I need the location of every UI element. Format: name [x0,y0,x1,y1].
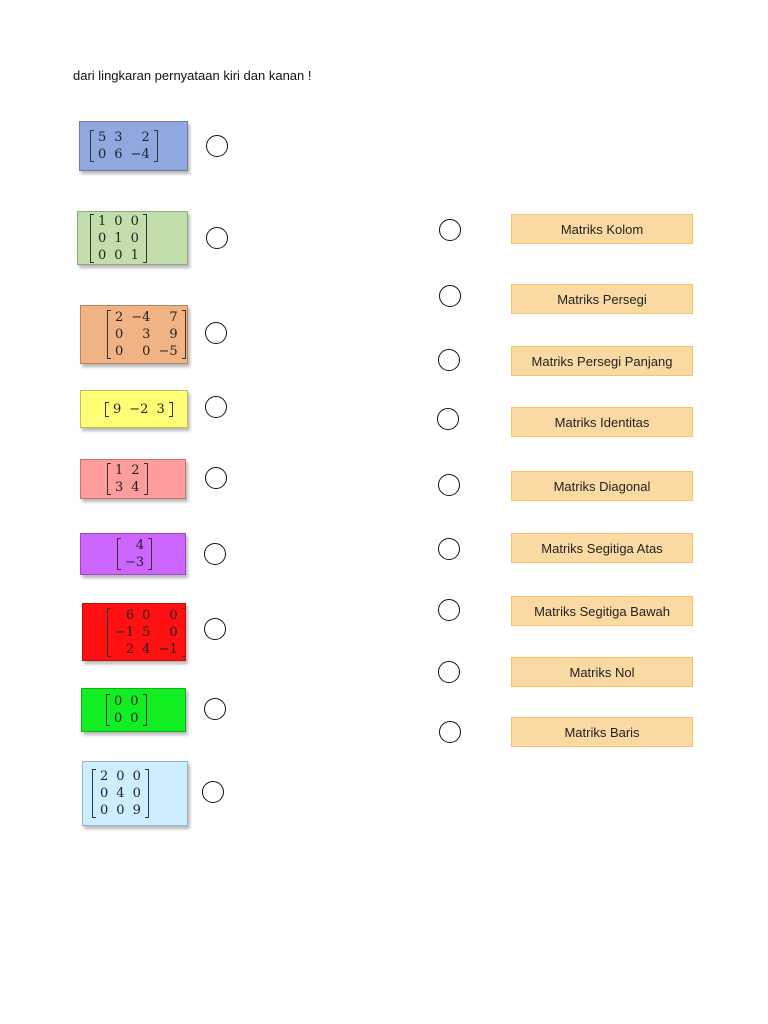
left-answer-circle-8[interactable] [204,698,226,720]
matrix-cell: 0 [116,769,125,784]
right-answer-circle-4[interactable] [437,408,459,430]
matrix-cell: 7 [169,310,178,325]
matrix-cell: 6 [125,607,135,623]
left-answer-circle-1[interactable] [206,135,228,157]
matrix-cell: 2 [115,310,124,325]
matrix [106,693,147,727]
matrix-cell: 0 [114,213,123,229]
matrix-card-2 [77,211,188,265]
right-answer-circle-2[interactable] [439,285,461,307]
matrix-card-4 [80,390,188,428]
matrix-cell: 5 [98,130,107,145]
matrix-cell: 0 [115,327,124,342]
matrix-cell: 0 [115,344,124,359]
matrix-cell: 0 [114,694,123,709]
matrix-card-1 [79,121,188,171]
matrix-cell: 3 [142,327,151,342]
matrix-card-9 [82,761,188,826]
matrix-type-label: Matriks Baris [511,717,693,747]
matrix-cell: 2 [131,463,140,478]
matrix-cell: 0 [98,147,107,162]
matrix-cell: 0 [114,247,123,263]
matrix-cell: 0 [132,769,141,784]
right-answer-circle-1[interactable] [439,219,461,241]
matrix-cell: 9 [132,803,141,818]
left-answer-circle-9[interactable] [202,781,224,803]
matrix-type-label: Matriks Persegi Panjang [511,346,693,376]
matrix-cell: −2 [129,401,149,417]
matrix-cell: 3 [156,401,165,417]
left-answer-circle-2[interactable] [206,227,228,249]
matrix-cell: 0 [142,344,151,359]
matrix-cell: 0 [130,230,139,246]
matrix-type-label: Matriks Nol [511,657,693,687]
matrix-cell: 5 [142,624,151,640]
matrix [107,607,186,658]
matrix-type-label: Matriks Kolom [511,214,693,244]
matrix-cell: −4 [131,310,151,325]
matrix-cell: −3 [125,555,145,570]
matrix [107,309,186,360]
matrix-cell: 3 [115,480,124,495]
right-answer-circle-9[interactable] [439,721,461,743]
matrix-cell: 6 [114,147,123,162]
left-answer-circle-7[interactable] [204,618,226,640]
matrix-card-7 [82,603,186,661]
matrix-type-label: Matriks Segitiga Bawah [511,596,693,626]
matrix [92,768,149,819]
matrix-cell: −5 [158,344,178,359]
matrix-cell: 2 [125,641,135,657]
matrix-cell: 0 [142,607,151,623]
matrix [90,213,147,264]
matrix-cell: 2 [141,130,150,145]
matrix-card-6 [80,533,186,575]
matrix-cell: 4 [135,538,145,553]
matrix-cell: −1 [115,624,135,640]
right-answer-circle-6[interactable] [438,538,460,560]
matrix-cell: 9 [113,401,122,417]
instruction-text: dari lingkaran pernyataan kiri dan kanan ! [73,68,312,83]
matrix [107,462,148,496]
matrix-card-8 [81,688,186,732]
matrix-cell: 1 [115,463,124,478]
right-answer-circle-7[interactable] [438,599,460,621]
matrix-cell: 1 [130,247,139,263]
left-answer-circle-4[interactable] [205,396,227,418]
matrix [90,129,158,163]
matrix [117,537,152,571]
matrix-cell: 0 [98,247,107,263]
right-answer-circle-8[interactable] [438,661,460,683]
left-answer-circle-3[interactable] [205,322,227,344]
matrix-type-label: Matriks Segitiga Atas [511,533,693,563]
matrix-card-5 [80,459,186,499]
matrix [105,401,173,418]
matrix-cell: 4 [131,480,140,495]
matrix-cell: 4 [116,786,125,801]
matrix-cell: 0 [100,786,109,801]
matrix-cell: 1 [98,213,107,229]
matrix-cell: −1 [158,641,178,657]
matrix-cell: 0 [98,230,107,246]
right-answer-circle-3[interactable] [438,349,460,371]
matrix-type-label: Matriks Identitas [511,407,693,437]
matrix-cell: 0 [130,711,139,726]
matrix-type-label: Matriks Persegi [511,284,693,314]
matrix-cell: 0 [169,624,178,640]
matrix-cell: 2 [100,769,109,784]
matrix-cell: 3 [114,130,123,145]
matrix-cell: 0 [169,607,178,623]
matrix-type-label: Matriks Diagonal [511,471,693,501]
right-answer-circle-5[interactable] [438,474,460,496]
matrix-cell: 0 [116,803,125,818]
matrix-cell: 0 [114,711,123,726]
matrix-cell: 1 [114,230,123,246]
matrix-cell: 0 [130,213,139,229]
matrix-cell: 4 [142,641,151,657]
matrix-cell: 0 [100,803,109,818]
matrix-card-3 [80,305,188,364]
left-answer-circle-6[interactable] [204,543,226,565]
matrix-cell: −4 [130,147,150,162]
matrix-cell: 9 [169,327,178,342]
matrix-cell: 0 [132,786,141,801]
matrix-cell: 0 [130,694,139,709]
left-answer-circle-5[interactable] [205,467,227,489]
